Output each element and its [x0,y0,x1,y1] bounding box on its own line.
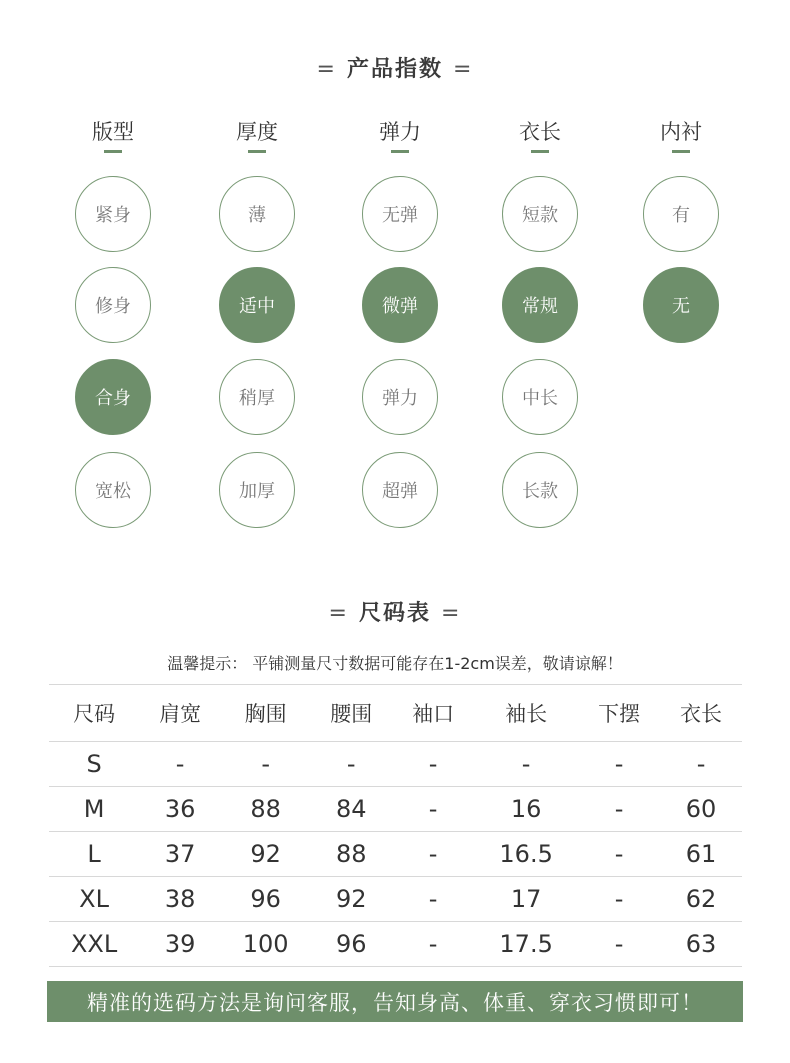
measurement-cell: 16 [474,787,578,832]
size-table-header-cell: 尺码 [49,685,139,742]
measurement-cell: - [392,787,474,832]
measurement-cell: - [578,787,660,832]
measurement-cell: - [474,742,578,787]
measurement-cell: 88 [310,832,392,877]
index-option: 中长 [502,359,578,435]
index-option-selected: 无 [643,267,719,343]
measurement-cell: 39 [139,922,221,967]
title-decoration-right: = [441,601,462,626]
measurement-cell: 62 [660,877,742,922]
measurement-tip: 温馨提示： 平铺测量尺寸数据可能存在1-2cm误差，敬请谅解！ [167,654,623,673]
measurement-cell: 16.5 [474,832,578,877]
index-column-heading: 衣长 [519,120,561,144]
measurement-cell: - [392,832,474,877]
index-column-heading: 弹力 [379,120,421,144]
index-option: 短款 [502,176,578,252]
size-table [49,684,742,967]
size-table-header-cell: 袖口 [392,685,474,742]
measurement-cell: 17.5 [474,922,578,967]
title-decoration-left: = [328,601,349,626]
index-option: 稍厚 [219,359,295,435]
heading-underline [672,150,690,153]
measurement-cell: - [660,742,742,787]
sizing-advice-banner: 精准的选码方法是询问客服，告知身高、体重、穿衣习惯即可！ [47,981,743,1022]
heading-underline [104,150,122,153]
measurement-cell: 92 [221,832,310,877]
measurement-cell: 60 [660,787,742,832]
product-index-title [0,52,790,83]
measurement-cell: - [392,922,474,967]
measurement-cell: 96 [310,922,392,967]
measurement-cell: 61 [660,832,742,877]
measurement-cell: 63 [660,922,742,967]
size-table-header-cell: 衣长 [660,685,742,742]
index-column-3 [350,118,450,153]
heading-underline [391,150,409,153]
measurement-cell: 38 [139,877,221,922]
title-decoration-right: = [453,57,474,82]
measurement-cell: 84 [310,787,392,832]
size-table-header-row [49,685,742,742]
index-option: 紧身 [75,176,151,252]
size-label-cell: L [49,832,139,877]
table-row [49,922,742,967]
index-column-heading: 版型 [92,120,134,144]
index-option-selected: 适中 [219,267,295,343]
size-chart-title [0,596,790,627]
index-option: 宽松 [75,452,151,528]
size-chart-title-text: 尺码表 [358,601,431,626]
index-option: 有 [643,176,719,252]
measurement-cell: - [578,922,660,967]
size-label-cell: M [49,787,139,832]
measurement-cell: - [221,742,310,787]
index-column-1 [63,118,163,153]
size-table-header-cell: 肩宽 [139,685,221,742]
heading-underline [531,150,549,153]
measurement-cell: - [392,877,474,922]
table-row [49,877,742,922]
index-option: 弹力 [362,359,438,435]
index-option: 长款 [502,452,578,528]
index-option-selected: 合身 [75,359,151,435]
index-option: 无弹 [362,176,438,252]
measurement-cell: 96 [221,877,310,922]
index-option: 薄 [219,176,295,252]
measurement-cell: - [310,742,392,787]
index-column-heading: 厚度 [236,120,278,144]
index-option-selected: 常规 [502,267,578,343]
index-column-2 [207,118,307,153]
measurement-cell: - [139,742,221,787]
index-column-4 [490,118,590,153]
index-option: 超弹 [362,452,438,528]
size-table-header-cell: 胸围 [221,685,310,742]
table-row [49,787,742,832]
size-label-cell: XXL [49,922,139,967]
measurement-cell: 17 [474,877,578,922]
measurement-cell: - [578,832,660,877]
size-table-body [49,742,742,967]
size-table-header-cell: 腰围 [310,685,392,742]
size-table-header-cell: 下摆 [578,685,660,742]
product-index-title-text: 产品指数 [346,57,443,82]
measurement-cell: 92 [310,877,392,922]
title-decoration-left: = [316,57,337,82]
size-label-cell: XL [49,877,139,922]
measurement-cell: 37 [139,832,221,877]
heading-underline [248,150,266,153]
index-option: 修身 [75,267,151,343]
measurement-cell: - [578,742,660,787]
index-column-5 [631,118,731,153]
table-row [49,742,742,787]
index-option: 加厚 [219,452,295,528]
size-label-cell: S [49,742,139,787]
measurement-cell: 88 [221,787,310,832]
measurement-cell: 36 [139,787,221,832]
index-column-heading: 内衬 [660,120,702,144]
index-option-selected: 微弹 [362,267,438,343]
table-row [49,832,742,877]
measurement-cell: 100 [221,922,310,967]
measurement-cell: - [392,742,474,787]
measurement-cell: - [578,877,660,922]
size-table-header-cell: 袖长 [474,685,578,742]
